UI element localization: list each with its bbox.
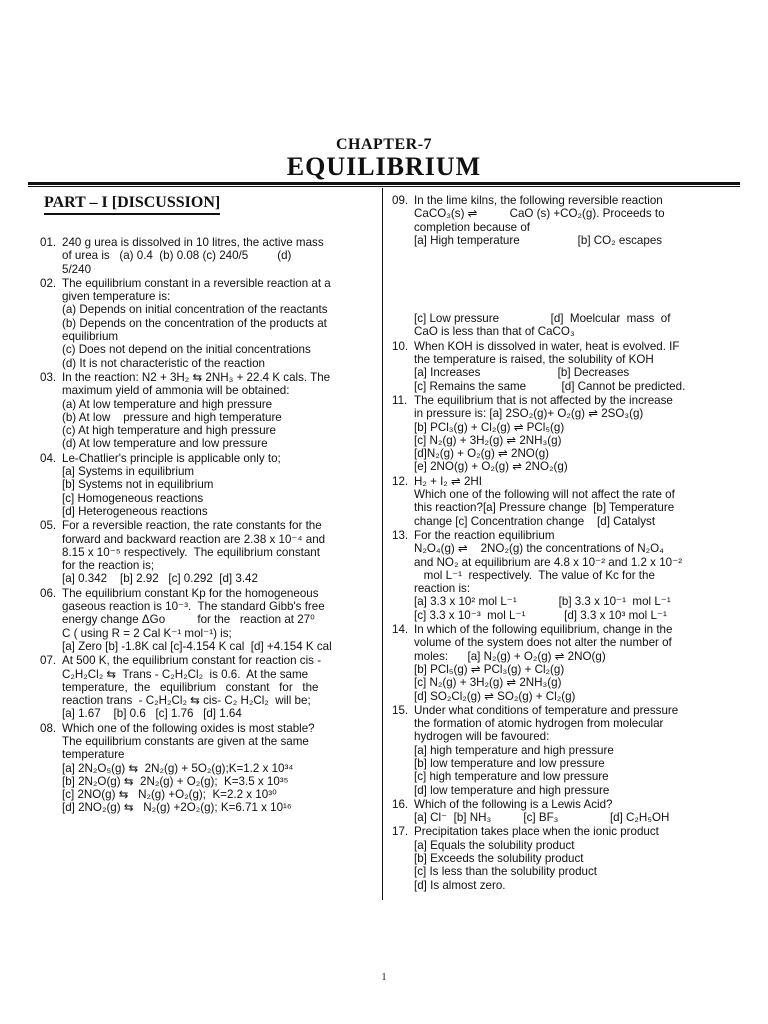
question-line: gaseous reaction is 10⁻³. The standard Gibb's free <box>62 600 325 614</box>
question-item <box>392 475 742 528</box>
question-line: reaction is: <box>414 582 471 596</box>
question-number: 15. <box>392 703 409 717</box>
question-line: of urea is (a) 0.4 (b) 0.08 (c) 240/5 (d) <box>62 249 292 263</box>
question-line: the formation of atomic hydrogen from molecular <box>414 717 664 731</box>
question-line: completion because of <box>414 220 531 234</box>
question-body <box>414 475 742 528</box>
question-body <box>62 236 372 276</box>
question-line: [c] Remains the same [d] Cannot be predicted. <box>414 379 686 393</box>
question-body <box>62 371 372 451</box>
question-number: 16. <box>392 797 409 811</box>
question-line: volume of the system does not alter the number of <box>414 636 672 650</box>
question-line: for the reaction is; <box>62 559 155 573</box>
question-item <box>392 312 742 339</box>
part-heading: PART – I [DISCUSSION] <box>44 194 220 215</box>
question-line: [c] high temperature and low pressure <box>414 770 609 784</box>
question-number: 04. <box>40 451 57 465</box>
chapter-label: CHAPTER-7 <box>335 136 433 153</box>
question-number: 09. <box>392 194 409 207</box>
question-body <box>414 312 742 339</box>
question-body <box>414 798 742 825</box>
question-line: hydrogen will be favoured: <box>414 730 550 744</box>
question-line: given temperature is: <box>62 290 171 304</box>
question-item <box>40 722 372 815</box>
question-line: change [c] Concentration change [d] Catalyst <box>414 514 656 528</box>
question-number: 12. <box>392 474 409 488</box>
question-item <box>392 529 742 622</box>
blank-space <box>392 248 742 312</box>
question-body <box>414 623 742 703</box>
question-number: 11. <box>392 393 408 407</box>
question-line: [b] 2N₂O(g) ⇆ 2N₂(g) + O₂(g); K=3.5 x 10³⁵ <box>62 774 289 788</box>
question-line: CaCO₃(s) ⇌ CaO (s) +CO₂(g). Proceeds to <box>414 207 665 221</box>
question-number <box>392 312 414 339</box>
question-line: [d] SO₂Cl₂(g) ⇌ SO₂(g) + Cl₂(g) <box>414 689 576 703</box>
question-body <box>414 529 742 622</box>
question-line: [c] N₂(g) + 3H₂(g) ⇌ 2NH₃(g) <box>414 433 562 447</box>
question-item <box>392 704 742 797</box>
question-line: (b) At low pressure and high temperature <box>62 410 282 424</box>
question-line: [a] 2N₂O₅(g) ⇆ 2N₂(g) + 5O₂(g);K=1.2 x 10³⁴ <box>62 761 294 775</box>
question-body <box>414 394 742 474</box>
question-line: [a] Zero [b] -1.8K cal [c]-4.154 K cal [d] +4.154 K cal <box>62 639 332 653</box>
question-line: [c] Is less than the solubility product <box>414 865 598 879</box>
question-line: The equilibrium that is not affected by the increase <box>414 393 673 407</box>
question-line: [c] 3.3 x 10⁻³ mol L⁻¹ [d] 3.3 x 10³ mol L⁻¹ <box>414 608 667 622</box>
question-item <box>40 519 372 585</box>
question-line: [d] Heterogeneous reactions <box>62 504 208 518</box>
question-body <box>62 654 372 720</box>
question-line: In which of the following equilibrium, change in the <box>414 623 673 637</box>
question-line: [c] 2NO(g) ⇆ N₂(g) +O₂(g); K=2.2 x 10³⁰ <box>62 788 277 802</box>
question-line: [c] Homogeneous reactions <box>62 491 204 505</box>
question-line: Under what conditions of temperature and pressure <box>414 703 679 717</box>
question-line: (d) At low temperature and low pressure <box>62 437 268 451</box>
question-line: [b] Exceeds the solubility product <box>414 852 584 866</box>
question-line: C₂H₂Cl₂ ⇆ Trans - C₂H₂Cl₂ is 0.6. At the same <box>62 667 309 681</box>
question-number: 13. <box>392 528 409 542</box>
right-column <box>392 194 742 893</box>
question-line: 8.15 x 10⁻⁵ respectively. The equilibrium constant <box>62 545 320 559</box>
question-line: 240 g urea is dissolved in 10 litres, the active mass <box>62 236 324 249</box>
question-item <box>40 277 372 370</box>
question-number: 01. <box>40 236 57 249</box>
question-line: (d) It is not characteristic of the reaction <box>62 356 265 370</box>
question-body <box>414 825 742 891</box>
question-line: H₂ + I₂ ⇌ 2HI <box>414 474 483 488</box>
question-line: [c] N₂(g) + 3H₂(g) ⇌ 2NH₃(g) <box>414 676 562 690</box>
question-line: [e] 2NO(g) + O₂(g) ⇌ 2NO₂(g) <box>414 460 568 474</box>
question-item <box>392 623 742 703</box>
question-line: [a] 0.342 [b] 2.92 [c] 0.292 [d] 3.42 <box>62 572 258 586</box>
question-body <box>62 452 372 518</box>
question-line: [a] 1.67 [b] 0.6 [c] 1.76 [d] 1.64 <box>62 707 242 721</box>
question-line: The equilibrium constant Kp for the homogeneous <box>62 586 319 600</box>
question-line: and NO₂ at equilibrium are 4.8 x 10⁻² and 1.2 x 10⁻² <box>414 555 683 569</box>
question-line: For a reversible reaction, the rate constants for the <box>62 519 322 533</box>
question-line: [d]N₂(g) + O₂(g) ⇌ 2NO(g) <box>414 447 549 461</box>
question-line: [d] Is almost zero. <box>414 878 506 892</box>
question-line: the temperature is raised, the solubility of KOH <box>414 353 654 367</box>
question-line: 5/240 <box>62 262 92 276</box>
question-line: [b] PCl₃(g) + Cl₂(g) ⇌ PCl₅(g) <box>414 420 565 434</box>
question-number: 08. <box>40 721 57 735</box>
title-rule-thin <box>28 186 740 187</box>
question-line: temperature, the equilibrium constant for the <box>62 680 319 694</box>
question-number: 14. <box>392 623 409 637</box>
question-line: this reaction?[a] Pressure change [b] Temperature <box>414 501 675 515</box>
question-line: Which one of the following oxides is most stable? <box>62 721 315 735</box>
question-number: 05. <box>40 519 57 533</box>
question-line: [b] PCl₅(g) ⇌ PCl₃(g) + Cl₂(g) <box>414 662 565 676</box>
question-item <box>392 825 742 891</box>
page-number: 1 <box>381 972 387 983</box>
question-line: C ( using R = 2 Cal K⁻¹ mol⁻¹) is; <box>62 626 232 640</box>
question-line: In the lime kilns, the following reversible reaction <box>414 194 663 207</box>
question-line: in pressure is: [a] 2SO₂(g)+ O₂(g) ⇌ 2SO₃(g) <box>414 407 644 421</box>
question-line: energy change ΔGo for the reaction at 27⁰ <box>62 613 315 627</box>
question-number: 17. <box>392 825 409 839</box>
question-line: [a] Systems in equilibrium <box>62 465 195 479</box>
question-line: [b] Systems not in equilibrium <box>62 478 214 492</box>
question-number: 07. <box>40 654 57 668</box>
question-line: N₂O₄(g) ⇌ 2NO₂(g) the concentrations of N₂O₄ <box>414 542 664 556</box>
question-line: Which of the following is a Lewis Acid? <box>414 797 613 811</box>
question-item <box>392 394 742 474</box>
question-body <box>62 587 372 653</box>
question-line: (b) Depends on the concentration of the products at <box>62 316 327 330</box>
question-line: When KOH is dissolved in water, heat is evolved. IF <box>414 339 680 353</box>
question-body <box>414 340 742 393</box>
question-line: [b] low temperature and low pressure <box>414 756 605 770</box>
question-line: reaction trans - C₂H₂Cl₂ ⇆ cis- C₂ H₂Cl₂ will be; <box>62 694 311 708</box>
question-item <box>40 654 372 720</box>
question-line: (c) Does not depend on the initial concentrations <box>62 343 311 357</box>
left-column <box>40 236 372 816</box>
question-item <box>392 340 742 393</box>
question-line: (a) At low temperature and high pressure <box>62 397 273 411</box>
question-number: 03. <box>40 370 57 384</box>
question-line: The equilibrium constant in a reversible reaction at a <box>62 276 331 290</box>
question-number: 02. <box>40 276 57 290</box>
question-item <box>40 371 372 451</box>
question-line: [a] 3.3 x 10² mol L⁻¹ [b] 3.3 x 10⁻¹ mol L⁻¹ <box>414 595 671 609</box>
question-body <box>414 704 742 797</box>
question-number: 06. <box>40 586 57 600</box>
page-title: EQUILIBRIUM <box>286 152 482 181</box>
question-line: [c] Low pressure [d] Moelcular mass of <box>414 312 671 326</box>
question-line: For the reaction equilibrium <box>414 528 555 542</box>
question-line: Le-Chatlier's principle is applicable only to; <box>62 451 281 465</box>
question-line: CaO is less than that of CaCO₃ <box>414 325 575 339</box>
question-line: (c) At high temperature and high pressure <box>62 424 276 438</box>
question-number: 10. <box>392 339 409 353</box>
question-body <box>62 277 372 370</box>
question-item <box>40 452 372 518</box>
question-line: [d] low temperature and high pressure <box>414 783 610 797</box>
question-line: forward and backward reaction are 2.38 x 10⁻⁴ and <box>62 532 326 546</box>
question-line: (a) Depends on initial concentration of the reactants <box>62 303 328 317</box>
question-line: The equilibrium constants are given at the same <box>62 734 309 748</box>
question-line: [a] Cl⁻ [b] NH₃ [c] BF₃ [d] C₂H₅OH <box>414 811 670 825</box>
question-item <box>40 236 372 276</box>
question-line: In the reaction: N2 + 3H₂ ⇆ 2NH₃ + 22.4 K cals. The <box>62 370 331 384</box>
question-body <box>62 519 372 585</box>
question-line: maximum yield of ammonia will be obtained: <box>62 384 290 398</box>
question-body <box>62 722 372 815</box>
question-line: Precipitation takes place when the ionic product <box>414 825 659 839</box>
question-item <box>40 587 372 653</box>
question-line: [d] 2NO₂(g) ⇆ N₂(g) +2O₂(g); K=6.71 x 10¹⁶ <box>62 801 292 815</box>
question-line: temperature <box>62 748 125 762</box>
column-divider <box>382 188 383 900</box>
question-line: [a] high temperature and high pressure <box>414 743 614 757</box>
title-rule <box>28 182 740 185</box>
question-item <box>392 798 742 825</box>
question-line: At 500 K, the equilibrium constant for reaction cis - <box>62 654 322 668</box>
question-line: [a] High temperature [b] CO₂ escapes <box>414 233 663 247</box>
question-line: [a] Equals the solubility product <box>414 838 575 852</box>
question-line: Which one of the following will not affect the rate of <box>414 488 675 502</box>
question-item <box>392 194 742 247</box>
question-line: moles: [a] N₂(g) + O₂(g) ⇌ 2NO(g) <box>414 649 606 663</box>
question-line: [a] Increases [b] Decreases <box>414 366 630 380</box>
question-body <box>414 194 742 247</box>
question-line: equilibrium <box>62 330 119 344</box>
question-line: mol L⁻¹ respectively. The value of Kc for the <box>414 568 655 582</box>
